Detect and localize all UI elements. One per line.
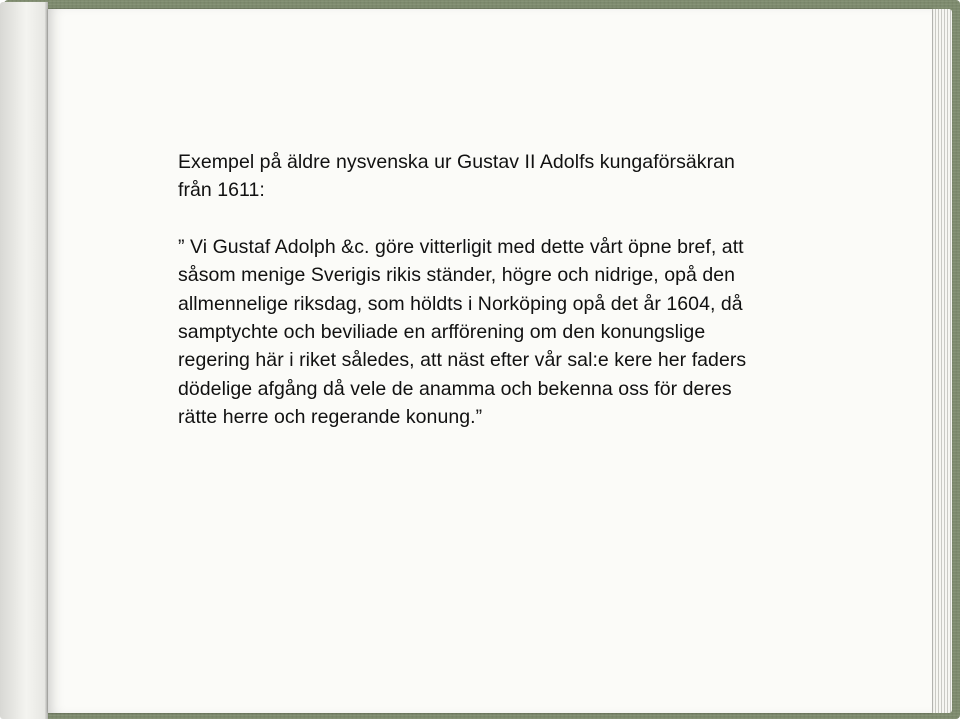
quote-line-2: såsom menige Sverigis rikis ständer, högre och nidrige, opå den bbox=[178, 264, 736, 287]
page-content bbox=[178, 148, 858, 432]
page-stack bbox=[930, 9, 952, 713]
quote-line-7: rätte herre och regerande konung.” bbox=[178, 406, 483, 429]
quote-line-5: regering här i riket således, att näst efter vår sal:e kere her faders bbox=[178, 349, 747, 372]
quote-line-3: allmennelige riksdag, som höldts i Norköping opå det år 1604, då bbox=[178, 292, 743, 315]
quote-line-6: dödelige afgång då vele de anamma och bekenna oss för deres bbox=[178, 377, 732, 400]
heading-line-2: från 1611: bbox=[178, 179, 265, 202]
left-page-edge bbox=[0, 2, 48, 719]
heading-line-1: Exempel på äldre nysvenska ur Gustav II Adolfs kungaförsäkran bbox=[178, 151, 735, 173]
quote-line-4: samptychte och beviliade en arfförening om den konungslige bbox=[178, 321, 706, 344]
book-page bbox=[48, 9, 932, 713]
quote-line-1: ” Vi Gustaf Adolph &c. göre vitterligit med dette vårt öpne bref, att bbox=[178, 235, 744, 258]
paragraph-spacer bbox=[178, 205, 858, 233]
